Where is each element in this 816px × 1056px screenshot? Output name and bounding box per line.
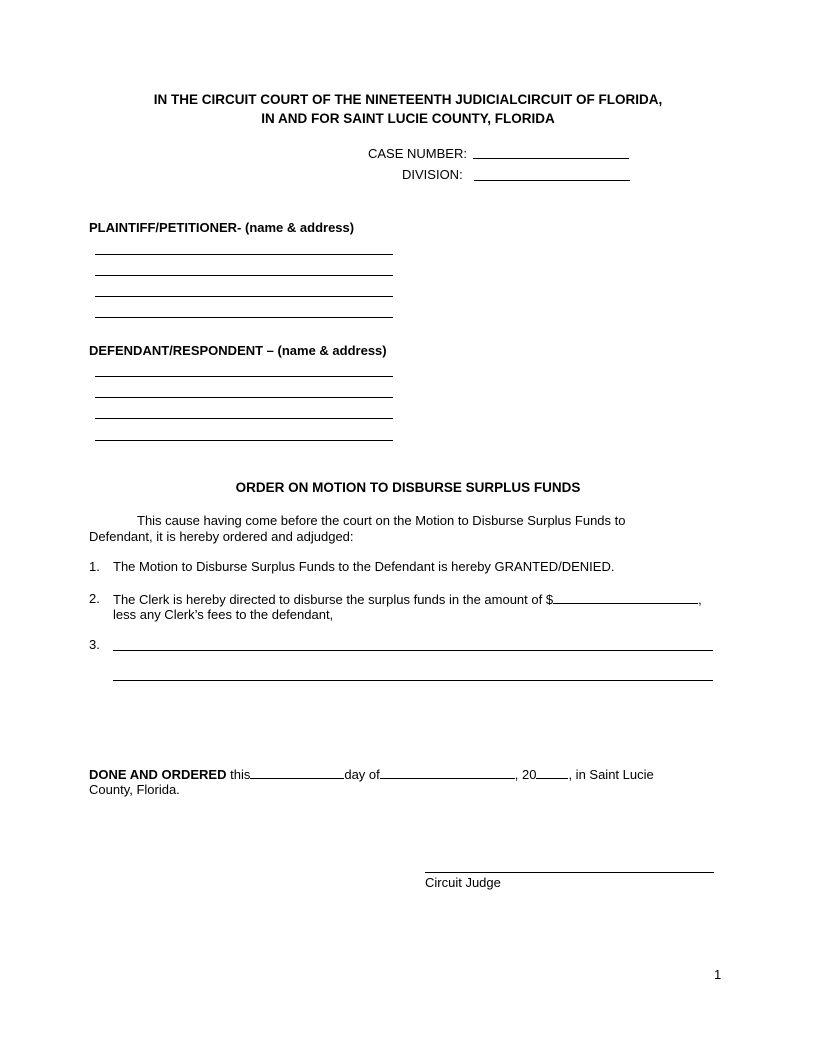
plaintiff-line[interactable] — [95, 254, 393, 255]
item-2-line-1 — [113, 591, 702, 608]
court-header-line-2: IN AND FOR SAINT LUCIE COUNTY, FLORIDA — [261, 111, 555, 126]
done-ordered-line-2: County, Florida. — [89, 782, 180, 797]
done-ordered-lead: DONE AND ORDERED — [89, 767, 227, 782]
item-3-number: 3. — [89, 637, 100, 652]
done-tail: , in Saint Lucie — [568, 767, 654, 782]
plaintiff-line[interactable] — [95, 317, 393, 318]
case-number-label: CASE NUMBER: — [368, 146, 467, 161]
done-this: this — [230, 767, 251, 782]
order-title: ORDER ON MOTION TO DISBURSE SURPLUS FUNDS — [235, 480, 581, 495]
case-number-field[interactable] — [473, 158, 629, 159]
page-number: 1 — [714, 967, 722, 982]
plaintiff-line[interactable] — [95, 275, 393, 276]
defendant-line[interactable] — [95, 397, 393, 398]
defendant-line[interactable] — [95, 376, 393, 377]
item-1-number: 1. — [89, 559, 100, 574]
judge-signature-line[interactable] — [425, 872, 714, 873]
defendant-line[interactable] — [95, 440, 393, 441]
division-field[interactable] — [474, 180, 630, 181]
plaintiff-label: PLAINTIFF/PETITIONER- (name & address) — [89, 220, 355, 235]
order-intro-line-2: Defendant, it is hereby ordered and adjudged: — [89, 529, 354, 544]
done-day-of: day of — [344, 767, 380, 782]
surplus-amount-field[interactable] — [553, 591, 698, 604]
item-3-line-1[interactable] — [113, 650, 713, 651]
item-2-line-2: less any Clerk’s fees to the defendant, — [113, 607, 334, 622]
month-field[interactable] — [380, 766, 515, 779]
item-2-text-suffix: , — [698, 592, 702, 607]
item-2-text-prefix: The Clerk is hereby directed to disburse the surplus funds in the amount of $ — [113, 592, 554, 607]
item-3-line-2[interactable] — [113, 680, 713, 681]
year-field[interactable] — [536, 766, 568, 779]
item-1-text: The Motion to Disburse Surplus Funds to the Defendant is hereby GRANTED/DENIED. — [113, 559, 615, 574]
defendant-label: DEFENDANT/RESPONDENT – (name & address) — [89, 343, 387, 358]
item-2-number: 2. — [89, 591, 100, 606]
done-ordered-line-1 — [89, 766, 654, 783]
division-label: DIVISION: — [402, 167, 463, 182]
defendant-line[interactable] — [95, 418, 393, 419]
done-year-prefix: , 20 — [514, 767, 537, 782]
plaintiff-line[interactable] — [95, 296, 393, 297]
court-header-line-1: IN THE CIRCUIT COURT OF THE NINETEENTH JUDICIALCIRCUIT OF FLORIDA, — [153, 92, 663, 107]
order-intro-line-1: This cause having come before the court on the Motion to Disburse Surplus Funds to — [137, 513, 626, 528]
day-field[interactable] — [250, 766, 344, 779]
judge-title: Circuit Judge — [425, 875, 501, 890]
